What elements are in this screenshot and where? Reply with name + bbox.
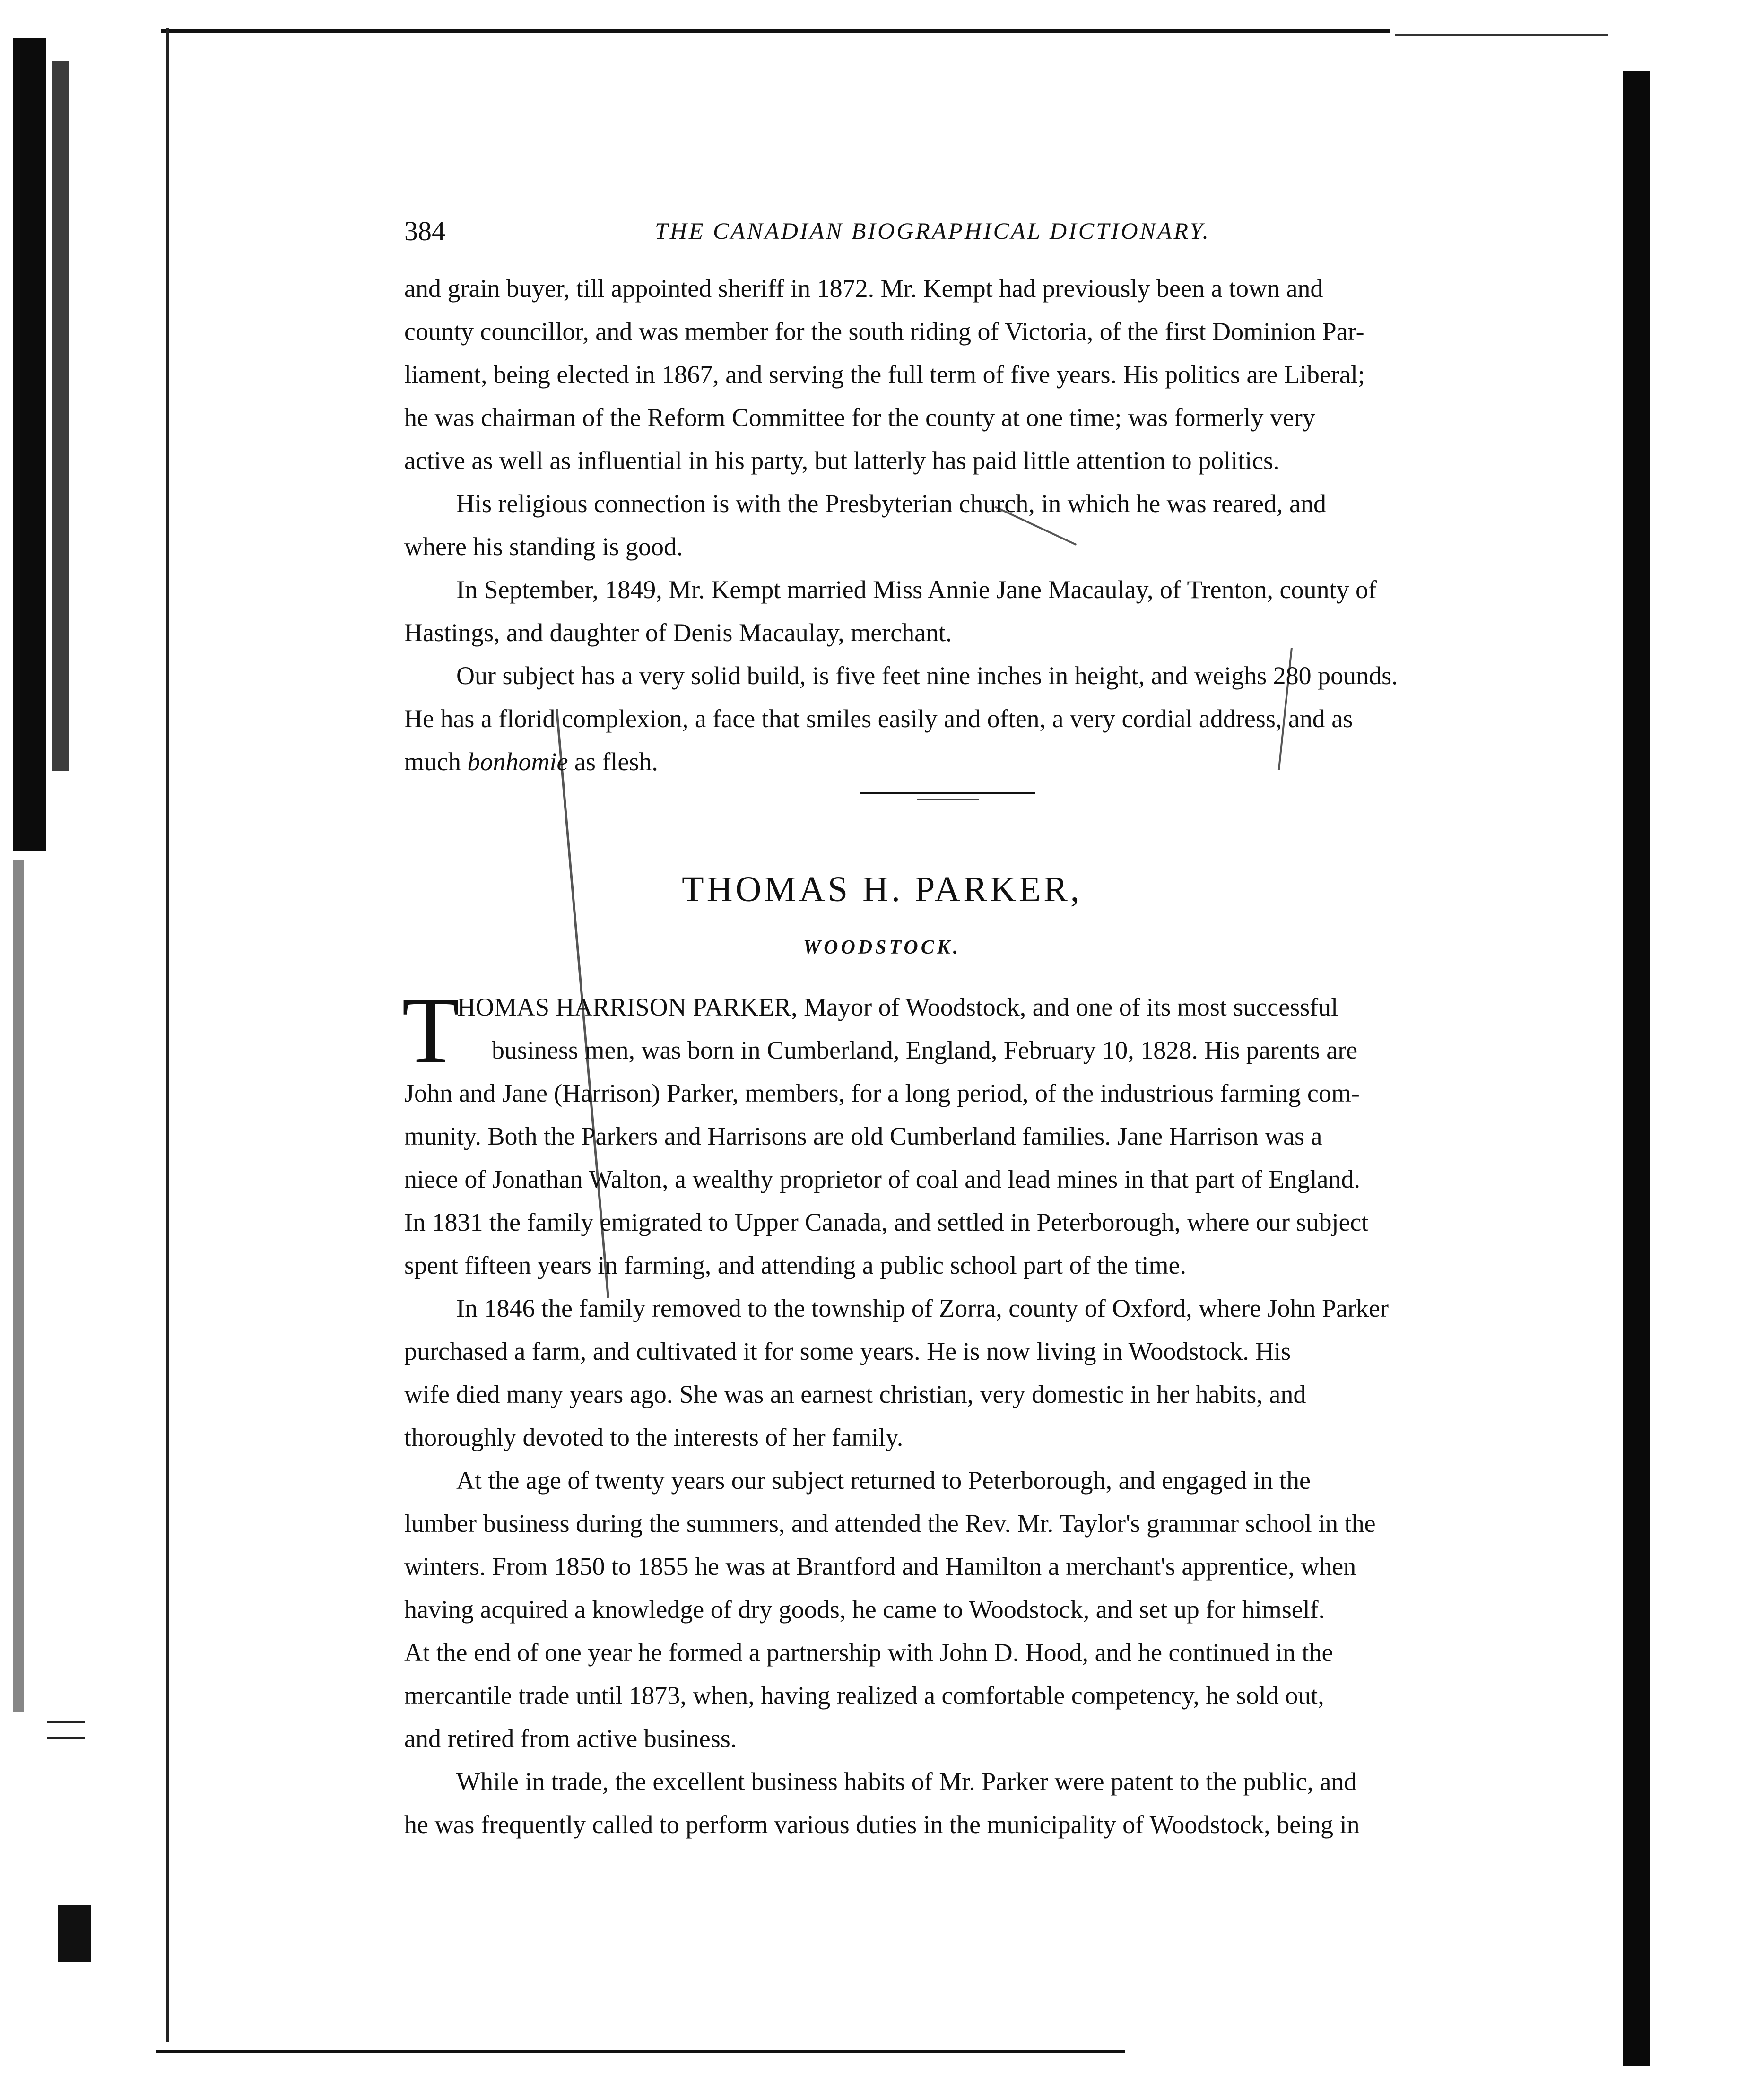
page-frame-top-extension xyxy=(1395,34,1608,36)
text-line: purchased a farm, and cultivated it for some years. He is now living in Woodstock. His xyxy=(404,1337,1291,1365)
entry-body xyxy=(404,986,1503,1846)
text-line: In 1846 the family removed to the township of Zorra, county of Oxford, where John Parker xyxy=(456,1294,1389,1322)
page-frame-bottom xyxy=(156,2050,1125,2053)
running-title: THE CANADIAN BIOGRAPHICAL DICTIONARY. xyxy=(655,217,1210,244)
running-header xyxy=(404,215,1511,248)
text-line: winters. From 1850 to 1855 he was at Brantford and Hamilton a merchant's apprentice, when xyxy=(404,1552,1356,1581)
italic-word: bonhomie xyxy=(467,747,568,776)
text-line: munity. Both the Parkers and Harrisons are old Cumberland families. Jane Harrison was a xyxy=(404,1122,1322,1150)
page-number: 384 xyxy=(404,216,445,246)
text-line: having acquired a knowledge of dry goods, he came to Woodstock, and set up for himself. xyxy=(404,1595,1325,1624)
page-frame-left xyxy=(166,28,169,2042)
text-line: thoroughly devoted to the interests of her family. xyxy=(404,1423,904,1451)
text-line-final: much bonhomie as flesh. xyxy=(404,747,658,776)
text-line: liament, being elected in 1867, and serving the full term of five years. His politics are Liberal; xyxy=(404,360,1365,389)
text-line: In 1831 the family emigrated to Upper Canada, and settled in Peterborough, where our subject xyxy=(404,1208,1369,1236)
text-line: HOMAS HARRISON PARKER, Mayor of Woodstock, and one of its most successful xyxy=(457,993,1338,1021)
text-line: he was chairman of the Reform Committee for the county at one time; was formerly very xyxy=(404,403,1315,432)
text-line: While in trade, the excellent business habits of Mr. Parker were patent to the public, and xyxy=(456,1767,1357,1796)
section-divider xyxy=(860,792,1035,794)
scan-edge-shadow-left xyxy=(13,38,46,851)
entry-title: THOMAS H. PARKER, xyxy=(682,869,1082,909)
text-line: county councillor, and was member for the south riding of Victoria, of the first Dominion Par- xyxy=(404,317,1364,346)
text-line: mercantile trade until 1873, when, having realized a comfortable competency, he sold out, xyxy=(404,1681,1324,1710)
text-line: He has a florid complexion, a face that smiles easily and often, a very cordial address, and as xyxy=(404,704,1353,733)
text-line: and retired from active business. xyxy=(404,1724,737,1753)
text-line: and grain buyer, till appointed sheriff in 1872. Mr. Kempt had previously been a town and xyxy=(404,274,1323,303)
text-line: business men, was born in Cumberland, England, February 10, 1828. His parents are xyxy=(492,1036,1358,1064)
text-line: At the age of twenty years our subject returned to Peterborough, and engaged in the xyxy=(456,1466,1311,1495)
text-line: At the end of one year he formed a partnership with John D. Hood, and he continued in the xyxy=(404,1638,1333,1667)
entry-place: WOODSTOCK. xyxy=(803,937,961,958)
text-line: lumber business during the summers, and attended the Rev. Mr. Taylor's grammar school in the xyxy=(404,1509,1376,1538)
previous-entry-paragraph-1 xyxy=(404,267,1503,482)
text-line: wife died many years ago. She was an earnest christian, very domestic in her habits, and xyxy=(404,1380,1306,1408)
drop-cap: T xyxy=(402,978,460,1083)
text-line: niece of Jonathan Walton, a wealthy proprietor of coal and lead mines in that part of England. xyxy=(404,1165,1360,1193)
scan-corner-mark xyxy=(58,1905,91,1962)
text-line: Hastings, and daughter of Denis Macaulay, merchant. xyxy=(404,618,952,647)
previous-entry-paragraph-3 xyxy=(404,568,1503,654)
scan-edge-shadow-right xyxy=(1623,71,1650,2066)
text-line: spent fifteen years in farming, and attending a public school part of the time. xyxy=(404,1251,1186,1279)
text-line: he was frequently called to perform various duties in the municipality of Woodstock, being in xyxy=(404,1810,1360,1839)
previous-entry-paragraph-4 xyxy=(404,654,1503,783)
margin-ticks xyxy=(47,1721,85,1739)
section-divider-dash xyxy=(917,799,979,800)
scan-edge-shadow-left-lower xyxy=(13,860,24,1712)
page-frame-top xyxy=(161,29,1390,33)
text-line: In September, 1849, Mr. Kempt married Miss Annie Jane Macaulay, of Trenton, county of xyxy=(456,575,1377,604)
text-line: His religious connection is with the Presbyterian church, in which he was reared, and xyxy=(456,489,1326,518)
scan-edge-shadow-left-inner xyxy=(52,61,69,771)
text-line: active as well as influential in his party, but latterly has paid little attention to politics. xyxy=(404,446,1280,475)
previous-entry-paragraph-2 xyxy=(404,482,1503,568)
text-line: John and Jane (Harrison) Parker, members, for a long period, of the industrious farming com- xyxy=(404,1079,1360,1107)
text-line: Our subject has a very solid build, is five feet nine inches in height, and weighs 280 pounds. xyxy=(456,661,1398,690)
text-line: where his standing is good. xyxy=(404,532,683,561)
